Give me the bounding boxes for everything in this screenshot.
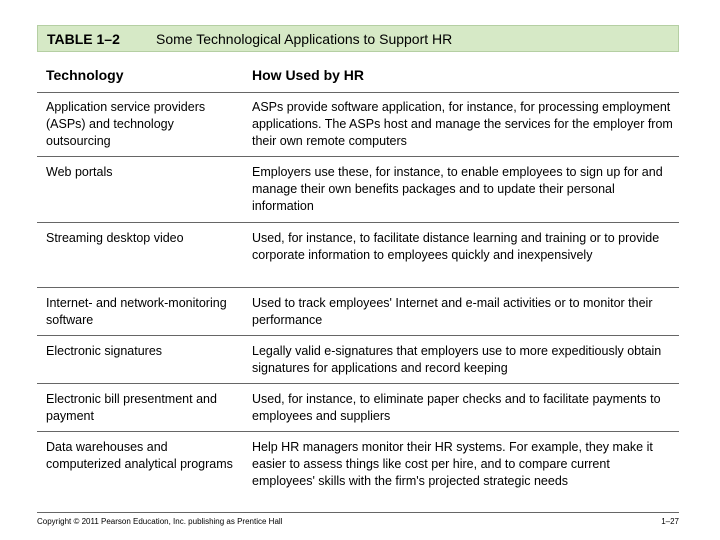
copyright-notice: Copyright © 2011 Pearson Education, Inc. publishing as Prentice Hall	[37, 517, 283, 526]
usage-cell: Used, for instance, to facilitate distance learning and training or to provide corporate information to employees quickly and inexpensively	[252, 231, 660, 262]
technology-cell: Internet- and network-monitoring software	[46, 296, 227, 327]
technology-cell: Web portals	[46, 165, 113, 179]
table-row	[37, 92, 679, 157]
page-number: 1–27	[661, 517, 679, 526]
usage-cell: Legally valid e-signatures that employers use to more expeditiously obtain signatures for applications and record keeping	[252, 344, 662, 375]
table-row	[37, 336, 679, 384]
table-number-label: TABLE 1–2	[47, 31, 120, 47]
table-row	[37, 432, 679, 498]
usage-cell: Help HR managers monitor their HR systems. For example, they make it easier to assess things like cost per hire, and to compare current employees' skills with the firm's projected strategic needs	[252, 440, 653, 488]
table-header	[37, 58, 679, 93]
usage-cell: ASPs provide software application, for instance, for processing employment applications. The ASPs host and manage the services for the employer from their own remote computers	[252, 100, 673, 148]
usage-cell: Used, for instance, to eliminate paper checks and to facilitate payments to employees and suppliers	[252, 392, 661, 423]
table-row	[37, 384, 679, 432]
table-row	[37, 157, 679, 223]
usage-cell: Employers use these, for instance, to enable employees to sign up for and manage their own benefits packages and to update their personal information	[252, 165, 663, 213]
technology-cell: Data warehouses and computerized analytical programs	[46, 440, 233, 471]
technology-cell: Application service providers (ASPs) and technology outsourcing	[46, 100, 206, 148]
technology-cell: Electronic bill presentment and payment	[46, 392, 217, 423]
table-title-bar	[37, 25, 679, 52]
technology-cell: Electronic signatures	[46, 344, 163, 358]
usage-cell: Used to track employees' Internet and e-mail activities or to monitor their performance	[252, 296, 653, 327]
table-row	[37, 223, 679, 288]
table-title: Some Technological Applications to Support HR	[156, 31, 453, 47]
slide-footer	[37, 512, 679, 533]
column-header-usage: How Used by HR	[252, 67, 365, 83]
column-header-technology: Technology	[46, 67, 124, 83]
technology-cell: Streaming desktop video	[46, 231, 184, 245]
table-row	[37, 288, 679, 336]
